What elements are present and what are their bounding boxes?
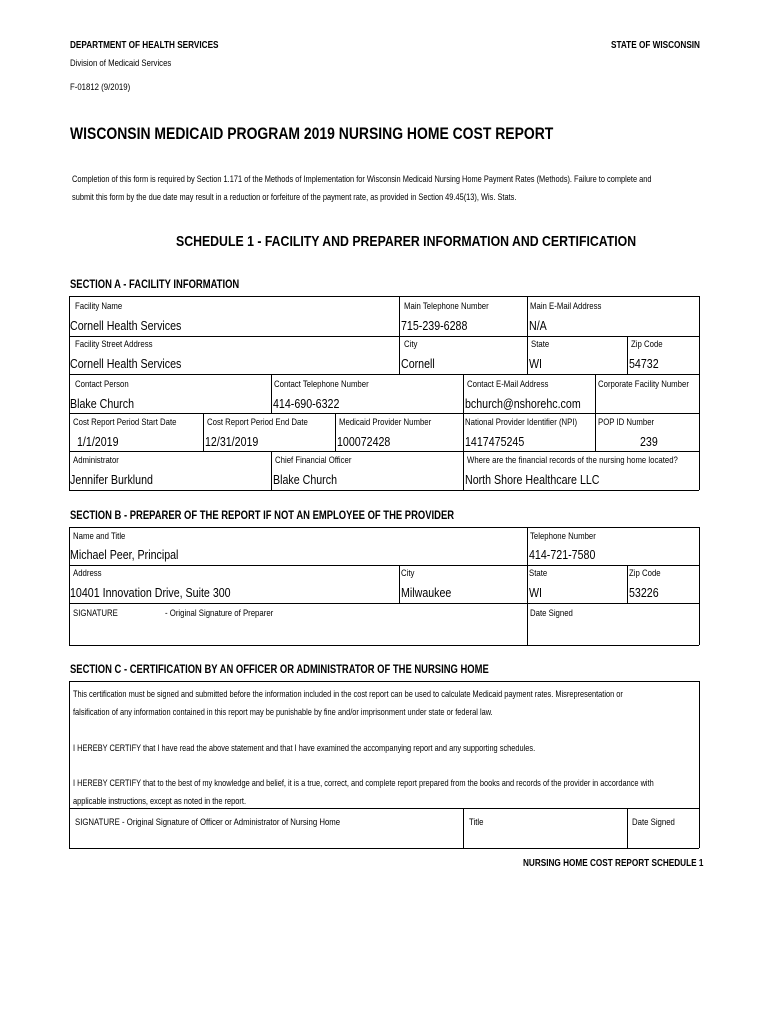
cfo-label: Chief Financial Officer — [275, 455, 352, 466]
report-title: WISCONSIN MEDICAID PROGRAM 2019 NURSING HOME COST REPORT — [70, 124, 554, 143]
certification-para-1-line-1: This certification must be signed and submitted before the information included in the cost report can be used to calculate Medicaid payment rates. Misrepresentation or — [73, 689, 623, 700]
preparer-state-label: State — [529, 568, 548, 579]
contact-phone-label: Contact Telephone Number — [274, 379, 369, 390]
corporate-number-label: Corporate Facility Number — [598, 379, 689, 390]
preparer-phone-label: Telephone Number — [530, 531, 596, 542]
state-label: State — [531, 339, 550, 350]
form-number: F-01812 (9/2019) — [70, 82, 131, 93]
preparer-city-label: City — [401, 568, 415, 579]
npi-label: National Provider Identifier (NPI) — [465, 417, 578, 428]
preparer-address-label: Address — [73, 568, 102, 579]
pop-id-label: POP ID Number — [598, 417, 655, 428]
start-date-label: Cost Report Period Start Date — [73, 417, 177, 428]
department-name: DEPARTMENT OF HEALTH SERVICES — [70, 40, 219, 51]
intro-line-1: Completion of this form is required by Section 1.171 of the Methods of Implementation for Wisconsin Medicaid Nursing Home Payment Rates (Methods). Failure to complete and — [72, 174, 652, 185]
preparer-address-field[interactable]: 10401 Innovation Drive, Suite 300 — [70, 585, 231, 600]
preparer-zip-field[interactable]: 53226 — [629, 585, 659, 600]
certification-para-1-line-2: falsification of any information contained in this report may be punishable by fine and/or imprisonment under state or federal law. — [73, 707, 493, 718]
officer-signature-field[interactable]: SIGNATURE - Original Signature of Officer or Administrator of Nursing Home — [75, 817, 341, 828]
street-field[interactable]: Cornell Health Services — [70, 356, 182, 371]
main-phone-field[interactable]: 715-239-6288 — [401, 318, 468, 333]
zip-field[interactable]: 54732 — [629, 356, 659, 371]
preparer-name-field[interactable]: Michael Peer, Principal — [70, 547, 179, 562]
records-location-label: Where are the financial records of the nursing home located? — [467, 455, 678, 466]
city-field[interactable]: Cornell — [401, 356, 435, 371]
administrator-label: Administrator — [73, 455, 119, 466]
main-email-label: Main E-Mail Address — [530, 301, 602, 312]
facility-name-field[interactable]: Cornell Health Services — [70, 318, 182, 333]
provider-number-field[interactable]: 100072428 — [337, 434, 391, 449]
state-name: STATE OF WISCONSIN — [611, 40, 700, 51]
start-date-field[interactable]: 1/1/2019 — [77, 434, 119, 449]
certification-para-3-line-1: I HEREBY CERTIFY that to the best of my knowledge and belief, it is a true, correct, and complete report prepared from the books and records of the provider in accordance with — [73, 778, 654, 789]
section-b-heading: SECTION B - PREPARER OF THE REPORT IF NOT AN EMPLOYEE OF THE PROVIDER — [70, 510, 455, 522]
certification-para-2: I HEREBY CERTIFY that I have read the above statement and that I have examined the accompanying report and any supporting schedules. — [73, 743, 536, 754]
schedule-title: SCHEDULE 1 - FACILITY AND PREPARER INFORMATION AND CERTIFICATION — [176, 233, 637, 250]
section-a-heading: SECTION A - FACILITY INFORMATION — [70, 279, 240, 291]
pop-id-field[interactable]: 239 — [640, 434, 658, 449]
contact-phone-field[interactable]: 414-690-6322 — [273, 396, 340, 411]
administrator-field[interactable]: Jennifer Burklund — [70, 472, 153, 487]
footer-label: NURSING HOME COST REPORT SCHEDULE 1 — [523, 858, 704, 869]
contact-person-field[interactable]: Blake Church — [70, 396, 134, 411]
preparer-state-field[interactable]: WI — [529, 585, 543, 600]
end-date-label: Cost Report Period End Date — [207, 417, 308, 428]
zip-label: Zip Code — [631, 339, 663, 350]
preparer-city-field[interactable]: Milwaukee — [401, 585, 452, 600]
street-label: Facility Street Address — [75, 339, 153, 350]
provider-number-label: Medicaid Provider Number — [339, 417, 432, 428]
division-name: Division of Medicaid Services — [70, 58, 172, 69]
preparer-signature-field[interactable]: - Original Signature of Preparer — [165, 608, 274, 619]
preparer-zip-label: Zip Code — [629, 568, 661, 579]
officer-title-field[interactable]: Title — [469, 817, 484, 828]
section-c-heading: SECTION C - CERTIFICATION BY AN OFFICER OR ADMINISTRATOR OF THE NURSING HOME — [70, 664, 489, 676]
main-email-field[interactable]: N/A — [529, 318, 547, 333]
state-field[interactable]: WI — [529, 356, 543, 371]
certification-para-3-line-2: applicable instructions, except as noted in the report. — [73, 796, 247, 807]
officer-date-signed-field[interactable]: Date Signed — [632, 817, 675, 828]
contact-person-label: Contact Person — [75, 379, 129, 390]
preparer-phone-field[interactable]: 414-721-7580 — [529, 547, 596, 562]
contact-email-label: Contact E-Mail Address — [467, 379, 549, 390]
preparer-signature-label: SIGNATURE — [73, 608, 118, 619]
intro-line-2: submit this form by the due date may result in a reduction or forfeiture of the payment rate, as provided in Section 49.45(13), Wis. Stats. — [72, 192, 517, 203]
main-phone-label: Main Telephone Number — [404, 301, 489, 312]
end-date-field[interactable]: 12/31/2019 — [205, 434, 259, 449]
npi-field[interactable]: 1417475245 — [465, 434, 525, 449]
city-label: City — [404, 339, 418, 350]
contact-email-field[interactable]: bchurch@nshorehc.com — [465, 396, 581, 411]
preparer-name-label: Name and Title — [73, 531, 126, 542]
preparer-date-signed-field[interactable]: Date Signed — [530, 608, 573, 619]
facility-name-label: Facility Name — [75, 301, 123, 312]
cfo-field[interactable]: Blake Church — [273, 472, 337, 487]
records-location-field[interactable]: North Shore Healthcare LLC — [465, 472, 600, 487]
